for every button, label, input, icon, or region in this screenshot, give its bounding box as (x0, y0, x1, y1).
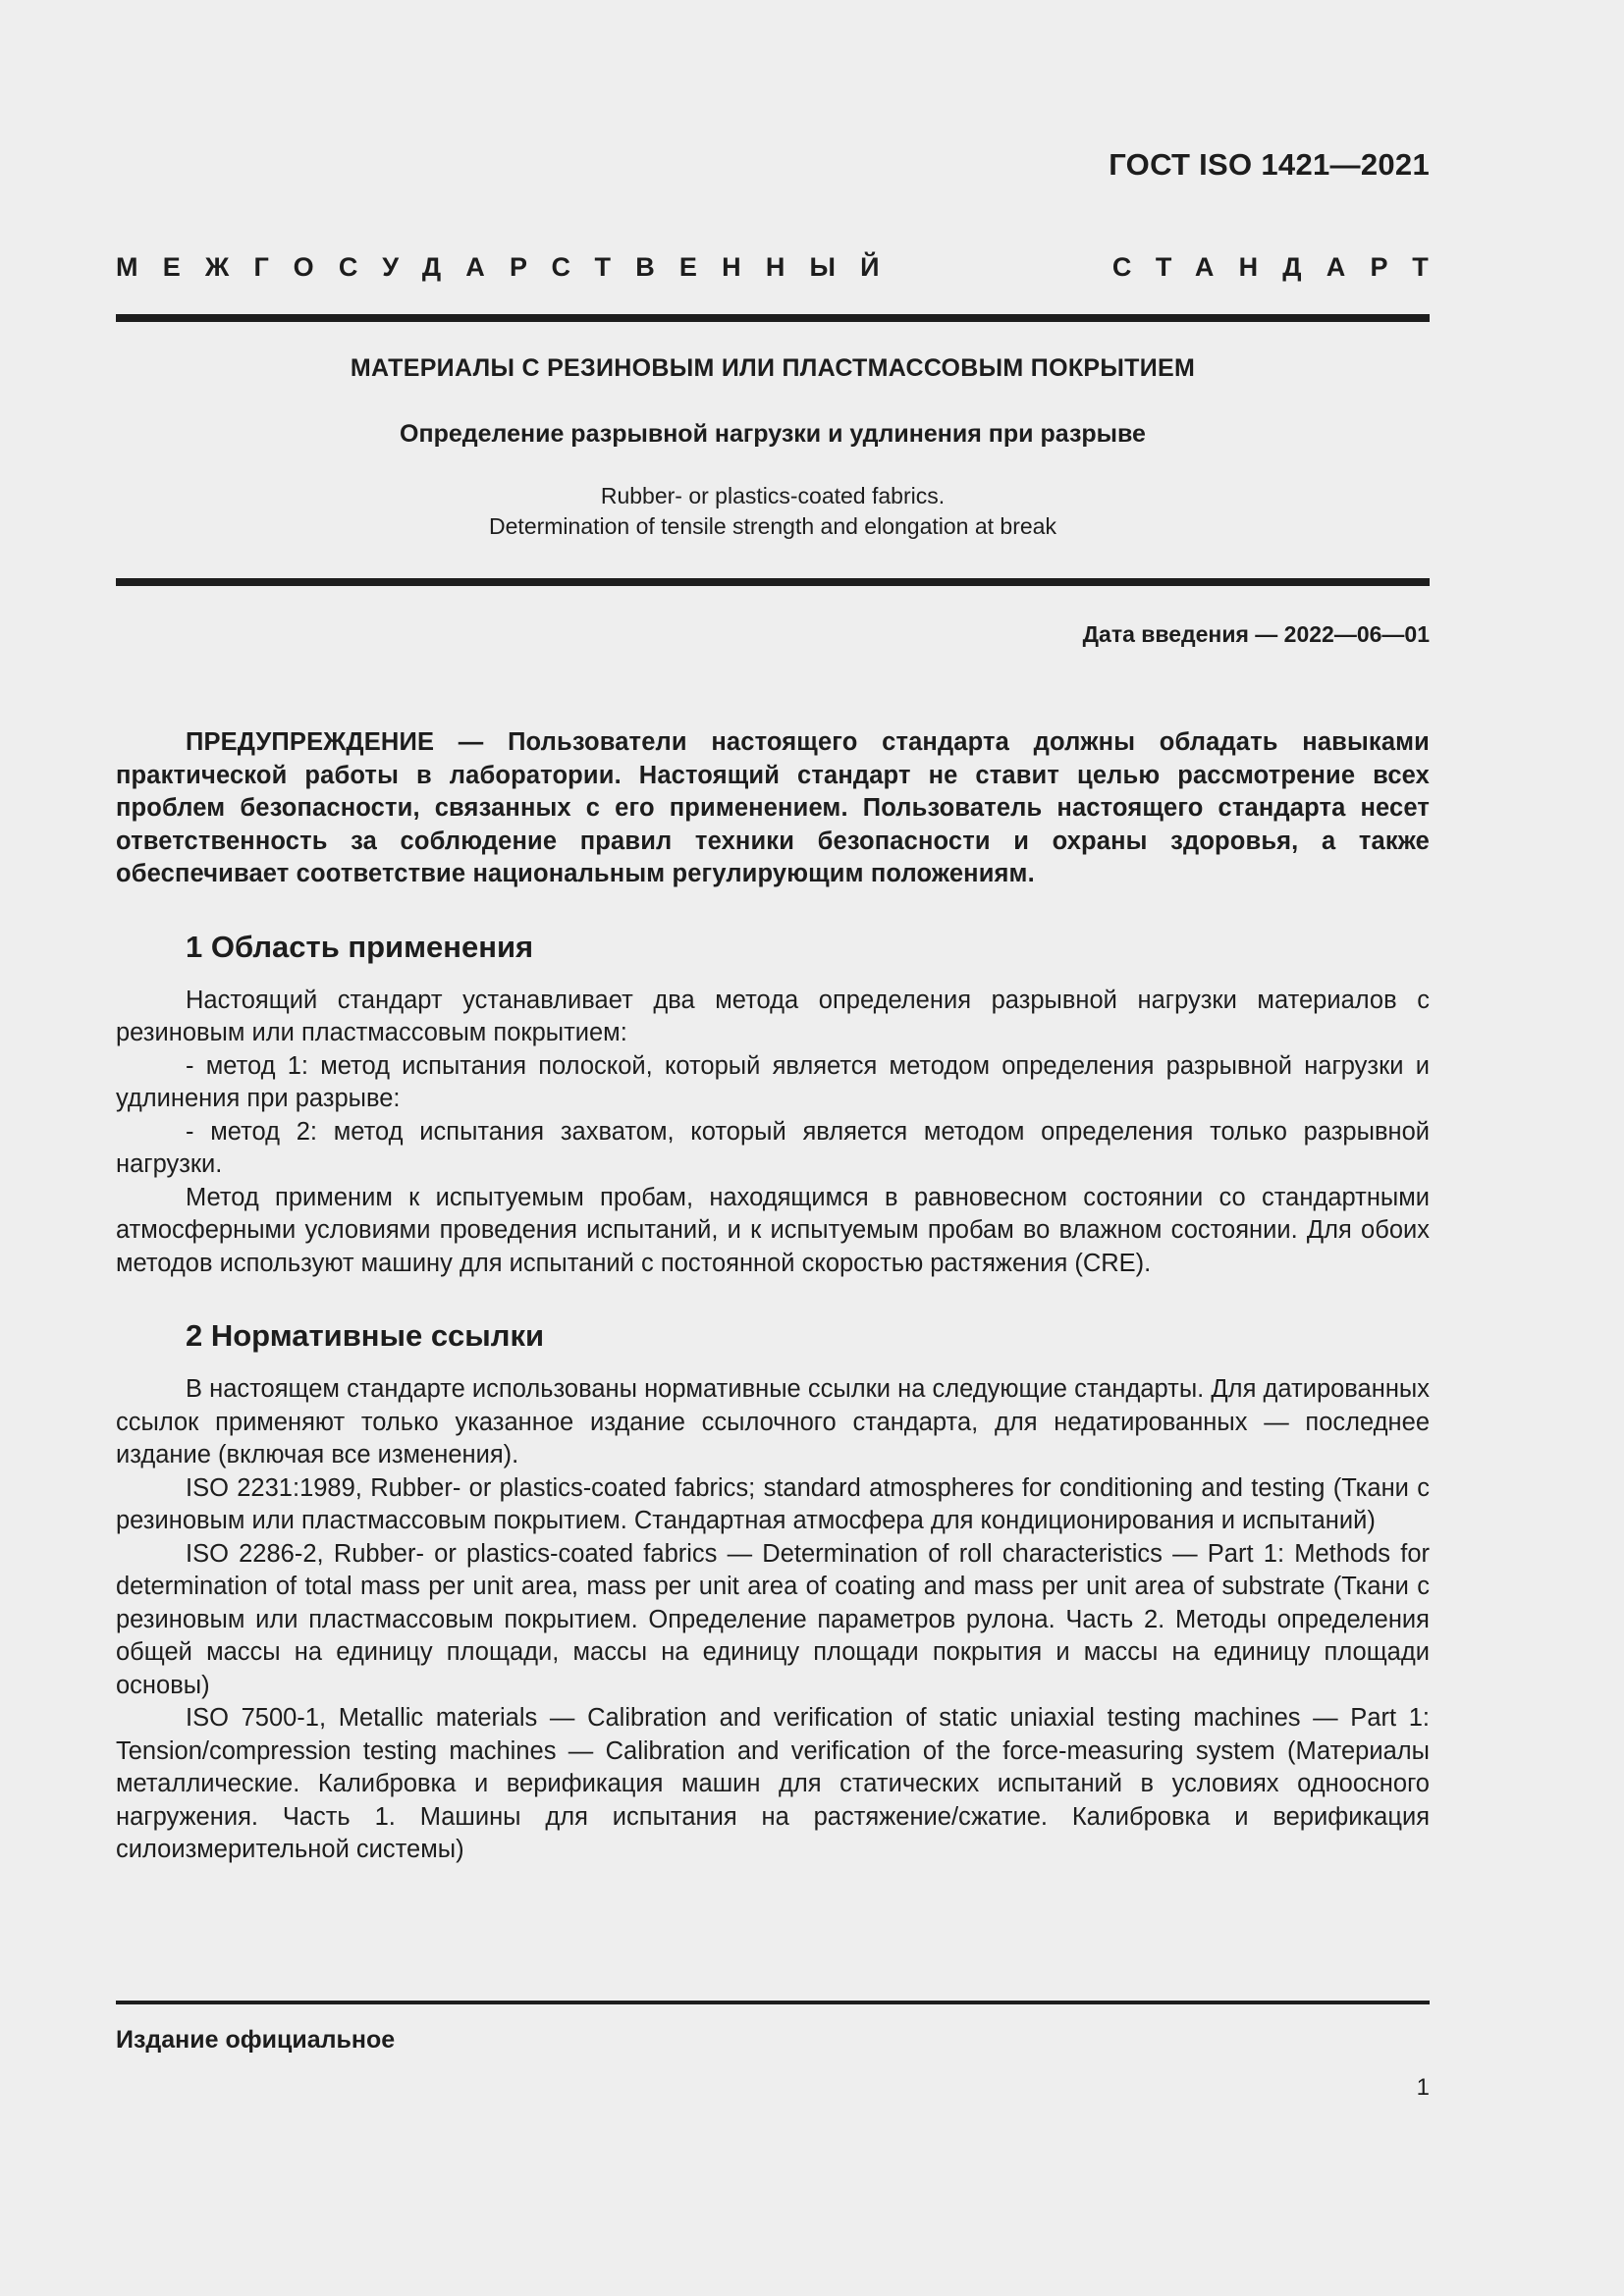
section-paragraph: Настоящий стандарт устанавливает два метода определения разрывной нагрузки материалов с резиновым или пластмассовым покрытием: (116, 986, 1430, 1046)
reference-item: ISO 7500-1, Metallic materials — Calibration and verification of static uniaxial testing machines — Part 1: Tension/compression testing machines — Calibration and verification of the force-measuring system (Материалы металлические. Калибровка и верификация машин для статических испытаний в условиях одноосного нагружения. Часть 1. Машины для испытания на растяжение/сжатие. Калибровка и верификация силоизмерительной системы) (116, 1704, 1430, 1863)
document-subtitle: Определение разрывной нагрузки и удлинения при разрыве (400, 420, 1146, 448)
warning-paragraph: ПРЕДУПРЕЖДЕНИЕ — Пользователи настоящего стандарта должны обладать навыками практической работы в лаборатории. Настоящий стандарт не ставит целью рассмотрение всех проблем безопасности, связанных с его применением. Пользователь настоящего стандарта несет ответственность за соблюдение правил техники безопасности и охраны здоровья, а также обеспечивает соответствие национальным регулирующим положениям. (116, 728, 1430, 887)
section-paragraph: - метод 2: метод испытания захватом, который является методом определения только разрывной нагрузки. (116, 1117, 1430, 1178)
reference-item: ISO 2231:1989, Rubber- or plastics-coated fabrics; standard atmospheres for conditioning and testing (Ткани с резиновым или пластмассовым покрытием. Стандартная атмосфера для кондиционирования и испытаний) (116, 1473, 1430, 1534)
page-number: 1 (1416, 2074, 1430, 2101)
standard-designation: ГОСТ ISO 1421—2021 (1109, 147, 1430, 182)
standard-kind (116, 252, 1453, 284)
title-divider (116, 578, 1430, 586)
document-body (116, 726, 1430, 1867)
english-title-line-2: Determination of tensile strength and elongation at break (489, 513, 1056, 539)
top-divider (116, 314, 1430, 322)
section-heading: 2 Нормативные ссылки (186, 1318, 545, 1353)
section-heading: 1 Область применения (186, 929, 534, 964)
official-edition-label: Издание официальное (116, 2026, 396, 2054)
standard-kind-word-1: МЕЖГОСУДАРСТВЕННЫЙ (116, 252, 904, 282)
english-title-line-1: Rubber- or plastics-coated fabrics. (600, 483, 946, 508)
section-paragraph: Метод применим к испытуемым пробам, находящимся в равновесном состоянии со стандартными атмосферными условиями проведения испытаний, и к испытуемым пробам во влажном состоянии. Для обоих методов используют машину для испытаний с постоянной скоростью растяжения (CRE). (116, 1183, 1430, 1277)
document-page (116, 0, 1453, 2296)
english-title (116, 481, 1430, 542)
footer-divider (116, 2001, 1430, 2004)
document-title: МАТЕРИАЛЫ С РЕЗИНОВЫМ ИЛИ ПЛАСТМАССОВЫМ ПОКРЫТИЕМ (350, 354, 1196, 382)
introduction-date: Дата введения — 2022—06—01 (1082, 621, 1430, 647)
section-paragraph: В настоящем стандарте использованы нормативные ссылки на следующие стандарты. Для датированных ссылок применяют только указанное издание ссылочного стандарта, для недатированных — последнее издание (включая все изменения). (116, 1375, 1430, 1468)
section-paragraph: - метод 1: метод испытания полоской, который является методом определения разрывной нагрузки и удлинения при разрыве: (116, 1051, 1430, 1112)
standard-kind-word-2: СТАНДАРТ (1111, 252, 1453, 282)
reference-item: ISO 2286-2, Rubber- or plastics-coated fabrics — Determination of roll characteristics — Part 1: Methods for determination of total mass per unit area, mass per unit area of coating and mass per unit area of substrate (Ткани с резиновым или пластмассовым покрытием. Определение параметров рулона. Часть 2. Методы определения общей массы на единицу площади, массы на единицу площади покрытия и массы на единицу площади основы) (116, 1539, 1430, 1699)
